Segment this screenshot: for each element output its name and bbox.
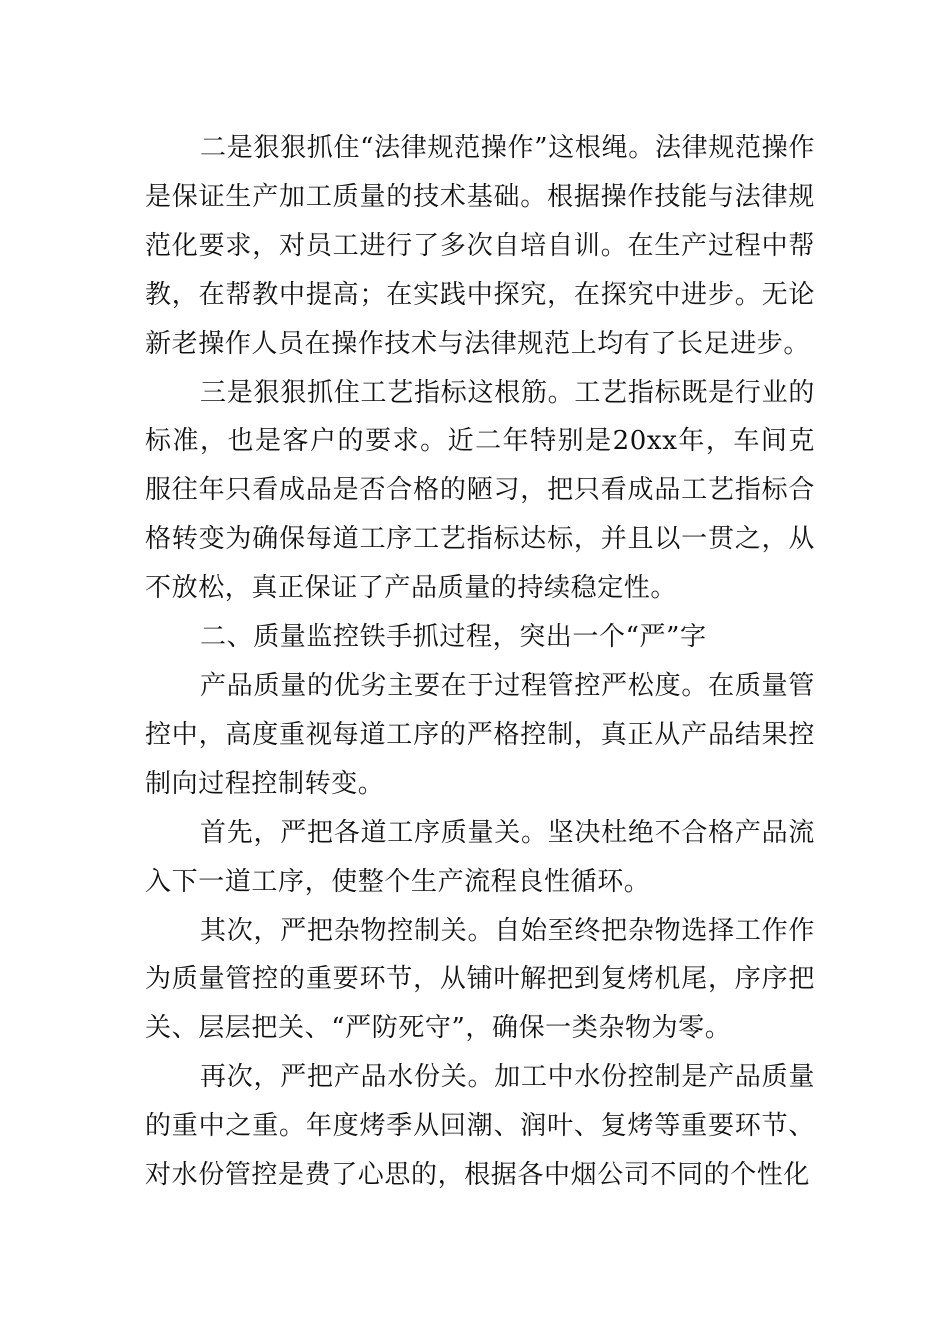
paragraph-third-step: 再次，严把产品水份关。加工中水份控制是产品质量的重中之重。年度烤季从回潮、润叶、复烤等重要环节、对水份管控是费了心思的，根据各中烟公司不同的个性化 xyxy=(145,1062,815,1191)
paragraph-legal-operation: 二是狠狠抓住“法律规范操作”这根绳。法律规范操作是保证生产加工质量的技术基础。根据操作技能与法律规范化要求，对员工进行了多次自培自训。在生产过程中帮教，在帮教中提高；在实践中探究，在探究中进步。无论新老操作人员在操作技术与法律规范上均有了长足进步。 xyxy=(145,133,816,359)
paragraph-process-control: 产品质量的优劣主要在于过程管控严松度。在质量管控中，高度重视每道工序的严格控制，真正从产品结果控制向过程控制转变。 xyxy=(145,670,815,799)
paragraph-second-step: 其次，严把杂物控制关。自始至终把杂物选择工作作为质量管控的重要环节，从铺叶解把到复烤机尾，序序把关、层层把关、“严防死守”，确保一类杂物为零。 xyxy=(145,915,815,1044)
paragraph-process-indicators: 三是狠狠抓住工艺指标这根筋。工艺指标既是行业的标准，也是客户的要求。近二年特别是20xx年，车间克服往年只看成品是否合格的陋习，把只看成品工艺指标合格转变为确保每道工序工艺指标达标，并且以一贯之，从不放松，真正保证了产品质量的持续稳定性。 xyxy=(145,377,815,604)
paragraph-first-step: 首先，严把各道工序质量关。坚决杜绝不合格产品流入下一道工序，使整个生产流程良性循环。 xyxy=(145,817,815,897)
document-body xyxy=(145,124,815,1200)
section-heading-quality-monitoring: 二、质量监控铁手抓过程，突出一个“严”字 xyxy=(200,622,707,653)
